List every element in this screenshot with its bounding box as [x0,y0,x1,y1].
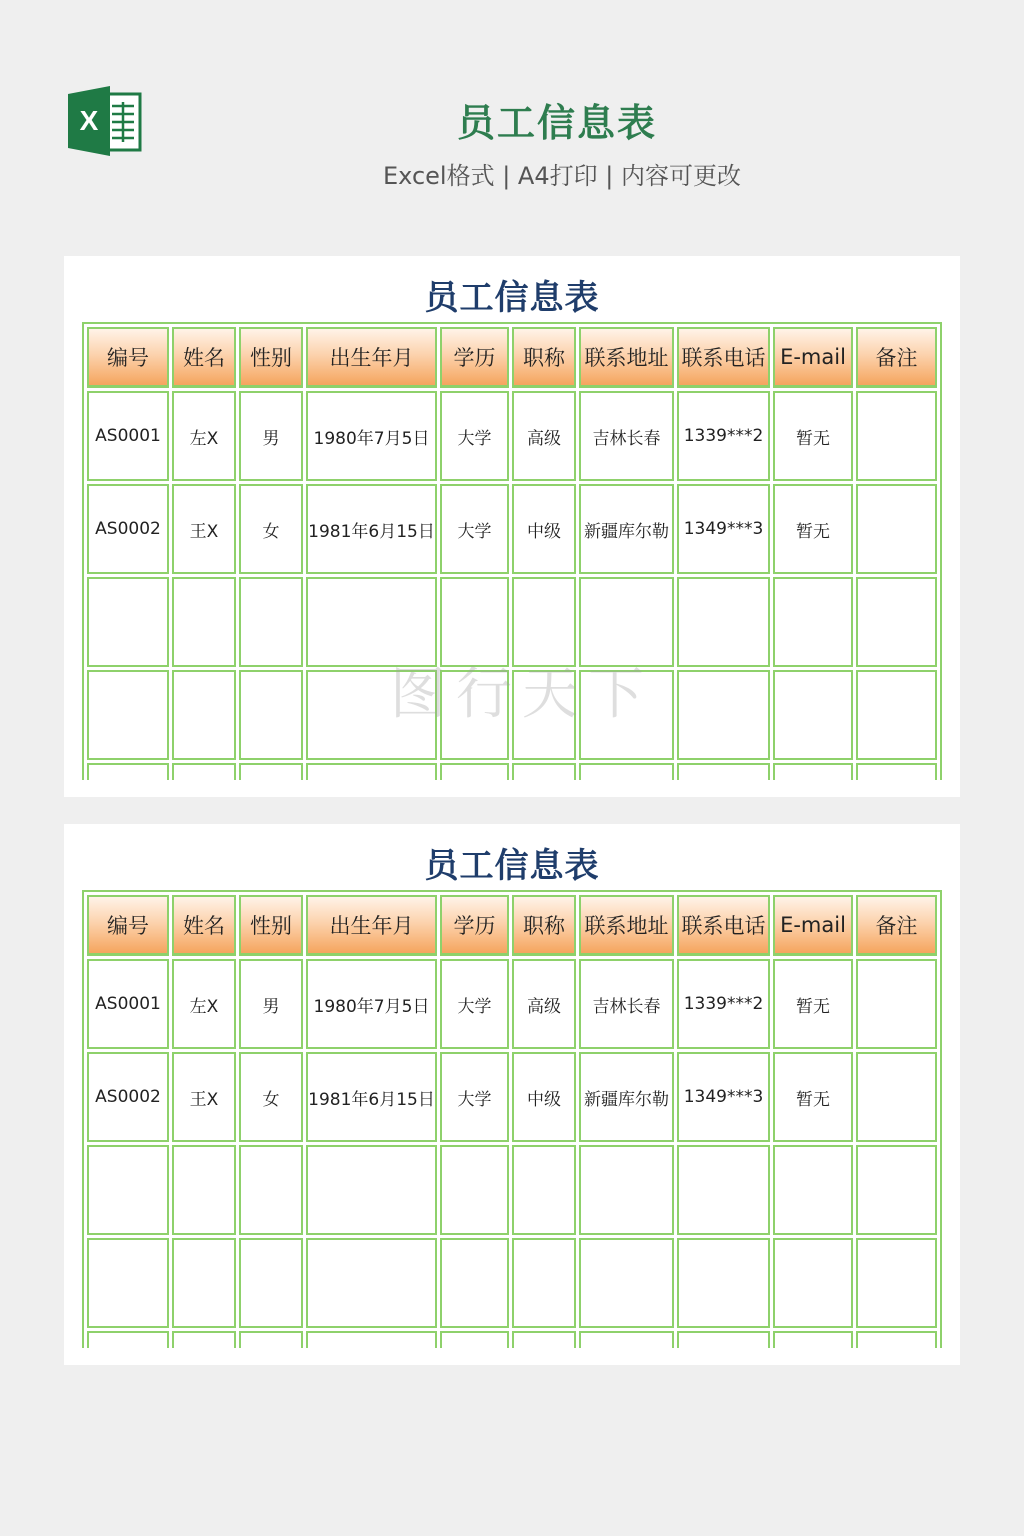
table-cell[interactable]: 高级 [512,391,576,481]
table-cell[interactable] [773,670,853,760]
table-cell[interactable] [856,959,937,1049]
table-cell[interactable] [440,1238,509,1328]
table-cell[interactable] [856,391,937,481]
sheet-title: 员工信息表 [424,846,600,886]
column-header: 备注 [856,895,937,956]
table-cell[interactable] [512,577,576,667]
table-cell[interactable] [579,1331,674,1348]
table-cell[interactable]: 男 [239,391,303,481]
table-cell[interactable] [677,1145,770,1235]
table-cell[interactable]: 1981年6月15日 [306,484,437,574]
table-cell[interactable]: 1980年7月5日 [306,959,437,1049]
table-cell[interactable] [677,670,770,760]
table-row [87,1145,937,1235]
table-cell[interactable]: 新疆库尔勒 [579,484,674,574]
table-cell[interactable] [856,1145,937,1235]
table-cell[interactable] [512,670,576,760]
table-cell[interactable] [239,1145,303,1235]
table-cell[interactable] [856,577,937,667]
table-row [87,484,937,574]
column-header: 出生年月 [306,895,437,956]
table-cell[interactable]: 吉林长春 [579,959,674,1049]
table-cell[interactable]: 大学 [440,959,509,1049]
employee-table [82,322,942,780]
table-cell[interactable]: AS0001 [87,391,169,481]
table-cell[interactable]: 中级 [512,484,576,574]
table-cell[interactable] [677,1238,770,1328]
table-cell[interactable]: AS0001 [87,959,169,1049]
table-cell[interactable] [856,670,937,760]
table-cell[interactable]: 左X [172,959,236,1049]
table-cell[interactable] [87,1145,169,1235]
table-cell[interactable]: 新疆库尔勒 [579,1052,674,1142]
table-cell[interactable]: 1981年6月15日 [306,1052,437,1142]
table-cell[interactable]: 1349***3 [677,1052,770,1142]
column-header: 编号 [87,327,169,388]
column-header: 姓名 [172,327,236,388]
table-cell[interactable] [773,763,853,780]
column-header: 联系地址 [579,327,674,388]
column-header: E-mail [773,895,853,956]
column-header: 出生年月 [306,327,437,388]
table-cell[interactable] [87,577,169,667]
table-cell[interactable] [579,577,674,667]
table-cell[interactable] [512,1331,576,1348]
table-cell[interactable]: 暂无 [773,1052,853,1142]
table-cell[interactable] [512,1238,576,1328]
column-header: 学历 [440,895,509,956]
table-cell[interactable] [239,763,303,780]
table-cell[interactable] [440,577,509,667]
table-cell[interactable]: 1980年7月5日 [306,391,437,481]
table-cell[interactable] [172,1238,236,1328]
header-row [87,327,937,388]
table-cell[interactable]: 王X [172,1052,236,1142]
table-cell[interactable] [172,670,236,760]
table-cell[interactable] [579,670,674,760]
table-cell[interactable] [677,577,770,667]
column-header: 姓名 [172,895,236,956]
table-cell[interactable] [172,1331,236,1348]
table-row [87,670,937,760]
table-cell[interactable] [773,1331,853,1348]
page-subtitle: Excel格式 | A4打印 | 内容可更改 [383,162,741,190]
table-cell[interactable] [579,1238,674,1328]
table-cell[interactable]: 大学 [440,484,509,574]
table-cell[interactable] [172,1145,236,1235]
table-row [87,1331,937,1348]
table-cell[interactable]: 暂无 [773,484,853,574]
column-header: 性别 [239,895,303,956]
table-cell[interactable] [773,1145,853,1235]
table-cell[interactable] [87,670,169,760]
table-cell[interactable] [239,577,303,667]
table-row [87,763,937,780]
table-row [87,577,937,667]
table-cell[interactable]: AS0002 [87,1052,169,1142]
table-cell[interactable]: 男 [239,959,303,1049]
table-cell[interactable]: 王X [172,484,236,574]
table-cell[interactable]: 大学 [440,1052,509,1142]
column-header: 联系电话 [677,327,770,388]
table-cell[interactable]: 女 [239,1052,303,1142]
table-cell[interactable] [306,577,437,667]
table-cell[interactable] [579,1145,674,1235]
table-cell[interactable] [773,1238,853,1328]
table-cell[interactable] [239,1238,303,1328]
table-cell[interactable] [856,1238,937,1328]
table-cell[interactable]: 大学 [440,391,509,481]
sheet-preview-2 [64,824,960,1365]
table-viewport [82,322,942,780]
table-cell[interactable]: AS0002 [87,484,169,574]
table-cell[interactable] [512,1145,576,1235]
table-cell[interactable] [856,1331,937,1348]
table-row [87,959,937,1049]
table-cell[interactable] [172,577,236,667]
table-cell[interactable] [306,1145,437,1235]
table-cell[interactable] [856,484,937,574]
table-cell[interactable]: 1339***2 [677,959,770,1049]
page-title: 员工信息表 [456,101,657,145]
table-cell[interactable] [239,670,303,760]
table-cell[interactable]: 高级 [512,959,576,1049]
table-cell[interactable]: 暂无 [773,959,853,1049]
table-cell[interactable] [440,1145,509,1235]
table-cell[interactable] [172,763,236,780]
table-cell[interactable] [579,763,674,780]
sheet-preview-1 [64,256,960,797]
table-cell[interactable] [239,1331,303,1348]
table-cell[interactable]: 左X [172,391,236,481]
header-row [87,895,937,956]
table-row [87,391,937,481]
column-header: 联系电话 [677,895,770,956]
table-cell[interactable]: 吉林长春 [579,391,674,481]
column-header: 联系地址 [579,895,674,956]
logo-letter: X [79,105,99,136]
table-cell[interactable] [87,763,169,780]
table-cell[interactable] [306,1238,437,1328]
sheet-title: 员工信息表 [424,278,600,318]
table-viewport [82,890,942,1348]
table-cell[interactable] [306,763,437,780]
column-header: 职称 [512,327,576,388]
table-cell[interactable] [512,763,576,780]
table-cell[interactable]: 中级 [512,1052,576,1142]
column-header: 编号 [87,895,169,956]
column-header: E-mail [773,327,853,388]
table-cell[interactable] [440,1331,509,1348]
table-cell[interactable]: 女 [239,484,303,574]
table-cell[interactable] [440,670,509,760]
table-cell[interactable] [87,1331,169,1348]
watermark-text: 图行天下 [390,662,654,727]
table-cell[interactable]: 1349***3 [677,484,770,574]
column-header: 性别 [239,327,303,388]
table-cell[interactable] [306,1331,437,1348]
table-cell[interactable] [856,1052,937,1142]
employee-table [82,890,942,1348]
table-cell[interactable] [773,577,853,667]
page-header [0,0,1024,230]
table-cell[interactable] [677,1331,770,1348]
table-cell[interactable]: 1339***2 [677,391,770,481]
table-cell[interactable] [306,670,437,760]
column-header: 备注 [856,327,937,388]
table-cell[interactable] [440,763,509,780]
table-cell[interactable] [856,763,937,780]
table-row [87,1238,937,1328]
table-row [87,1052,937,1142]
table-cell[interactable]: 暂无 [773,391,853,481]
table-cell[interactable] [677,763,770,780]
column-header: 学历 [440,327,509,388]
column-header: 职称 [512,895,576,956]
table-cell[interactable] [87,1238,169,1328]
